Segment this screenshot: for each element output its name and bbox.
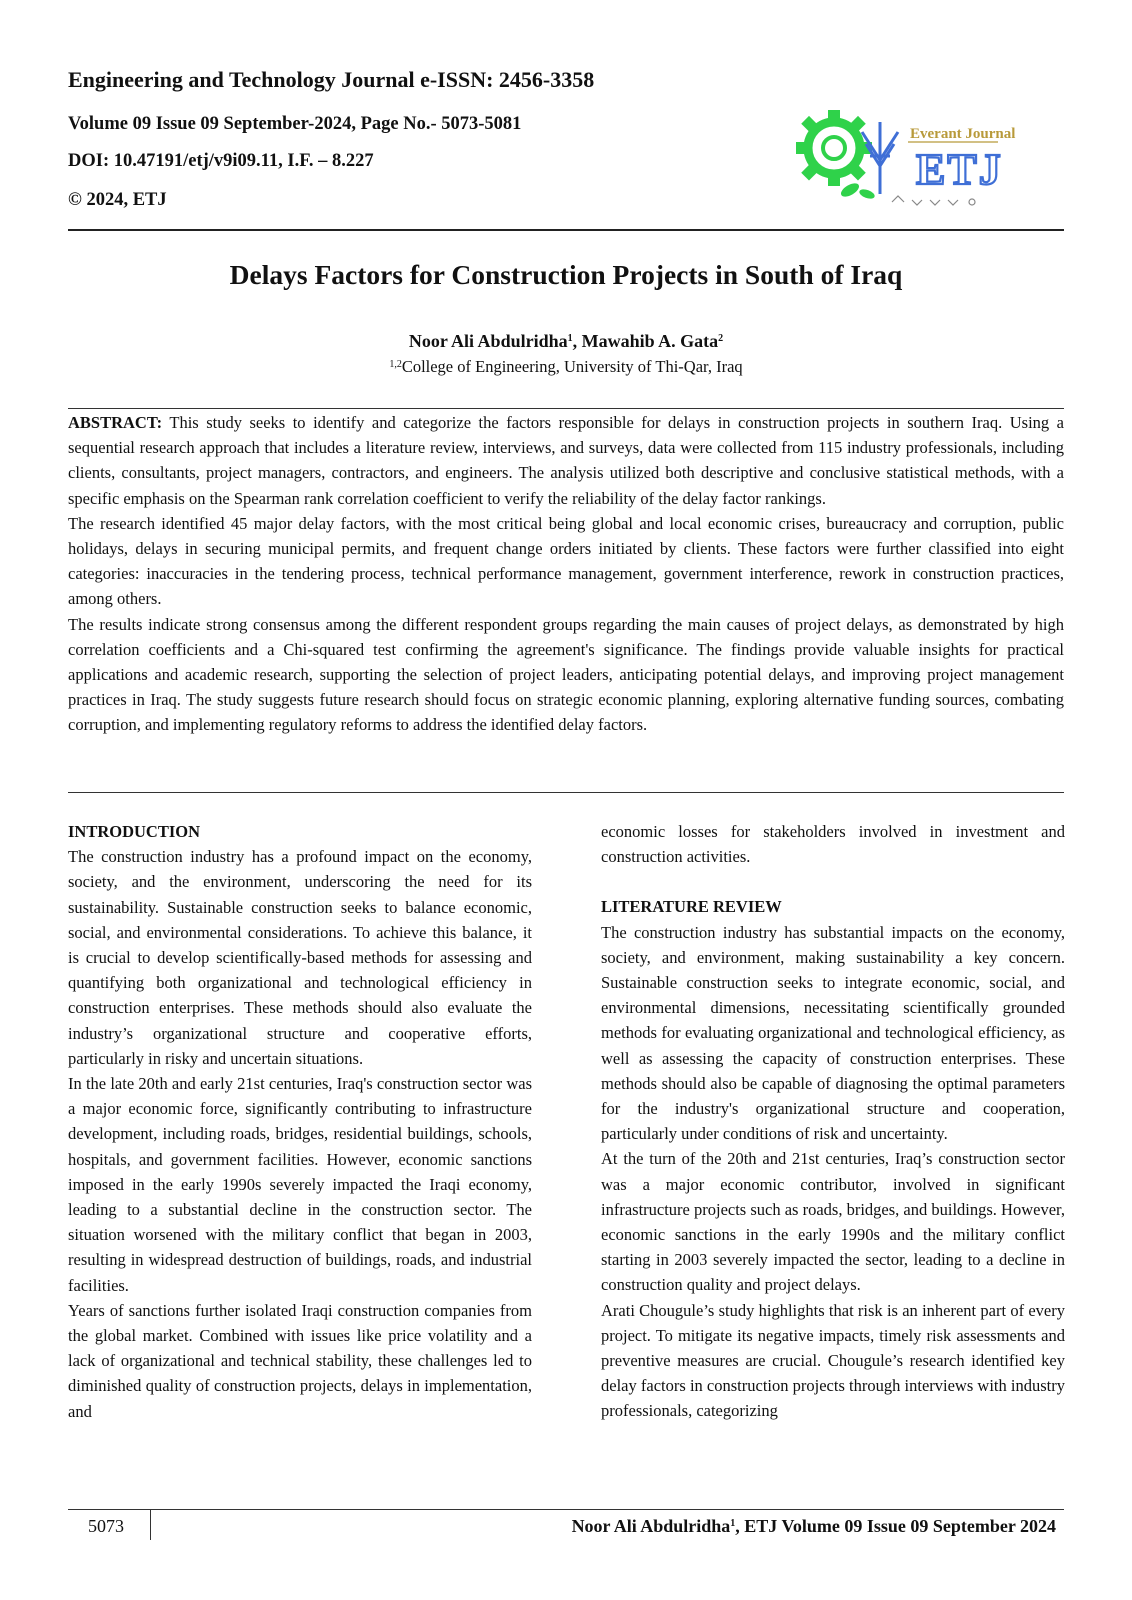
logo-text-main: ETJ [916, 145, 1003, 194]
etj-logo [792, 102, 1016, 210]
section-gap [601, 869, 1065, 894]
section-heading-literature-review: LITERATURE REVIEW [601, 897, 782, 917]
logo-text-top: Everant Journal [910, 126, 1016, 142]
author-superscript: 2 [718, 333, 724, 344]
affiliation [68, 356, 1064, 378]
author-list [68, 330, 1064, 352]
journal-name: Engineering and Technology Journal e-ISSN: 2456-3358 [68, 67, 595, 92]
logo-ornament [892, 196, 975, 205]
section-heading-introduction: INTRODUCTION [68, 822, 201, 841]
affiliation-text: College of Engineering, University of Thi-Qar, Iraq [401, 357, 743, 376]
author-name: Mawahib A. Gata [581, 331, 719, 351]
author-superscript: 1 [567, 333, 573, 344]
abstract-text: This study seeks to identify and categorize the factors responsible for delays in construction projects in southern Iraq. Using a sequential research approach that includes a literature review, interviews, and surveys, data were collected from 115 industry professionals, including clients, consultants, project managers, contractors, and engineers. The analysis utilized both descriptive and conclusive statistical methods, with a specific emphasis on the Spearman rank correlation coefficient to verify the reliability of the delay factor rankings. [68, 413, 1064, 508]
body-paragraph: In the late 20th and early 21st centuries, Iraq's construction sector was a major economic force, significantly contributing to infrastructure development, including roads, bridges, residential buildings, schools, hospitals, and government facilities. However, economic sanctions imposed in the early 1990s severely impacted the Iraqi economy, leading to a substantial decline in the construction sector. The situation worsened with the military conflict that began in 2003, resulting in widespread destruction of buildings, roads, and industrial facilities. [68, 1074, 532, 1295]
abstract-paragraph: The research identified 45 major delay factors, with the most critical being global and local economic crises, bureaucracy and corruption, public holidays, delays in securing municipal permits, and frequent change orders initiated by clients. These factors were further classified into eight categories: inaccuracies in the tendering process, technical performance management, government interference, rework in construction practices, among others. [68, 513, 1064, 609]
abstract-label: ABSTRACT: [68, 413, 163, 432]
page-number: 5073 [88, 1516, 124, 1536]
body-paragraph: At the turn of the 20th and 21st centuries, Iraq’s construction sector was a major economic contributor, involved in significant infrastructure projects such as roads, bridges, and buildings. However, economic sanctions in the early 1990s and the military conflict starting in 2003 severely impacted the sector, leading to a decline in construction quality and project delays. [601, 1149, 1065, 1295]
copyright: © 2024, ETJ [68, 190, 167, 210]
footer-rule [68, 1509, 1064, 1510]
abstract-paragraph: The results indicate strong consensus among the different respondent groups regarding the main causes of project delays, as demonstrated by high correlation coefficients and a Chi-squared test confirming the agreement's significance. The findings provide valuable insights for practical applications and academic research, supporting the selection of project leaders, anticipating potential delays, and improving project management practices in Iraq. The study suggests future research should focus on strategic economic planning, exploring alternative funding sources, combating corruption, and implementing regulatory reforms to address the identified delay factors. [68, 614, 1064, 735]
doi-info: DOI: 10.47191/etj/v9i09.11, I.F. – 8.227 [68, 151, 374, 171]
body-paragraph: The construction industry has a profound impact on the economy, society, and the environment, underscoring the need for its sustainability. Sustainable construction seeks to balance economic, social, and environmental considerations. To achieve this balance, it is crucial to develop scientifically-based methods for assessing and quantifying both organizational and technological efficiency in construction enterprises. These methods should also evaluate the industry’s organizational structure and cooperative efforts, particularly in risky and uncertain situations. [68, 847, 532, 1068]
footer-citation [572, 1514, 1056, 1538]
body-paragraph: Years of sanctions further isolated Iraqi construction companies from the global market. Combined with issues like price volatility and a lack of organizational and technical stability, these challenges led to diminished quality of construction projects, delays in implementation, and [68, 1300, 532, 1421]
left-column [68, 819, 532, 1424]
gear-icon [796, 110, 872, 186]
author-name: Noor Ali Abdulridha [408, 331, 568, 351]
leaf-icon [839, 181, 876, 201]
header-rule [68, 229, 1064, 231]
journal-header [68, 66, 1068, 226]
affiliation-superscript: 1,2 [389, 359, 402, 370]
abstract-section [68, 410, 1064, 738]
author-separator: , [572, 331, 582, 351]
footer-divider [150, 1509, 151, 1540]
abstract-rule-bottom [68, 792, 1064, 793]
body-paragraph: Arati Chougule’s study highlights that risk is an inherent part of every project. To mitigate its negative impacts, timely risk assessments and preventive measures are crucial. Chougule’s research identified key delay factors in construction projects through interviews with industry professionals, categorizing [601, 1300, 1065, 1421]
body-paragraph: economic losses for stakeholders involved in investment and construction activities. [601, 822, 1065, 867]
abstract-paragraph [68, 410, 1064, 511]
footer-journal-info: , ETJ Volume 09 Issue 09 September 2024 [735, 1516, 1056, 1536]
footer-superscript: 1 [730, 1518, 736, 1529]
volume-info: Volume 09 Issue 09 September-2024, Page No.- 5073-5081 [68, 114, 522, 134]
abstract-rule-top [68, 408, 1064, 409]
right-column [601, 819, 1065, 1424]
body-paragraph: The construction industry has substantial impacts on the economy, society, and environment, making sustainability a key concern. Sustainable construction seeks to integrate economic, social, and environmental dimensions, necessitating scientifically grounded methods for evaluating organizational and technological efficiency, as well as assessing the capacity of construction enterprises. These methods should also be capable of diagnosing the optimal parameters for the industry's organizational structure and cooperation, particularly under conditions of risk and uncertainty. [601, 922, 1065, 1144]
tower-icon [862, 122, 898, 194]
paper-title: Delays Factors for Construction Projects in South of Iraq [229, 259, 903, 290]
footer-author: Noor Ali Abdulridha [571, 1516, 731, 1536]
